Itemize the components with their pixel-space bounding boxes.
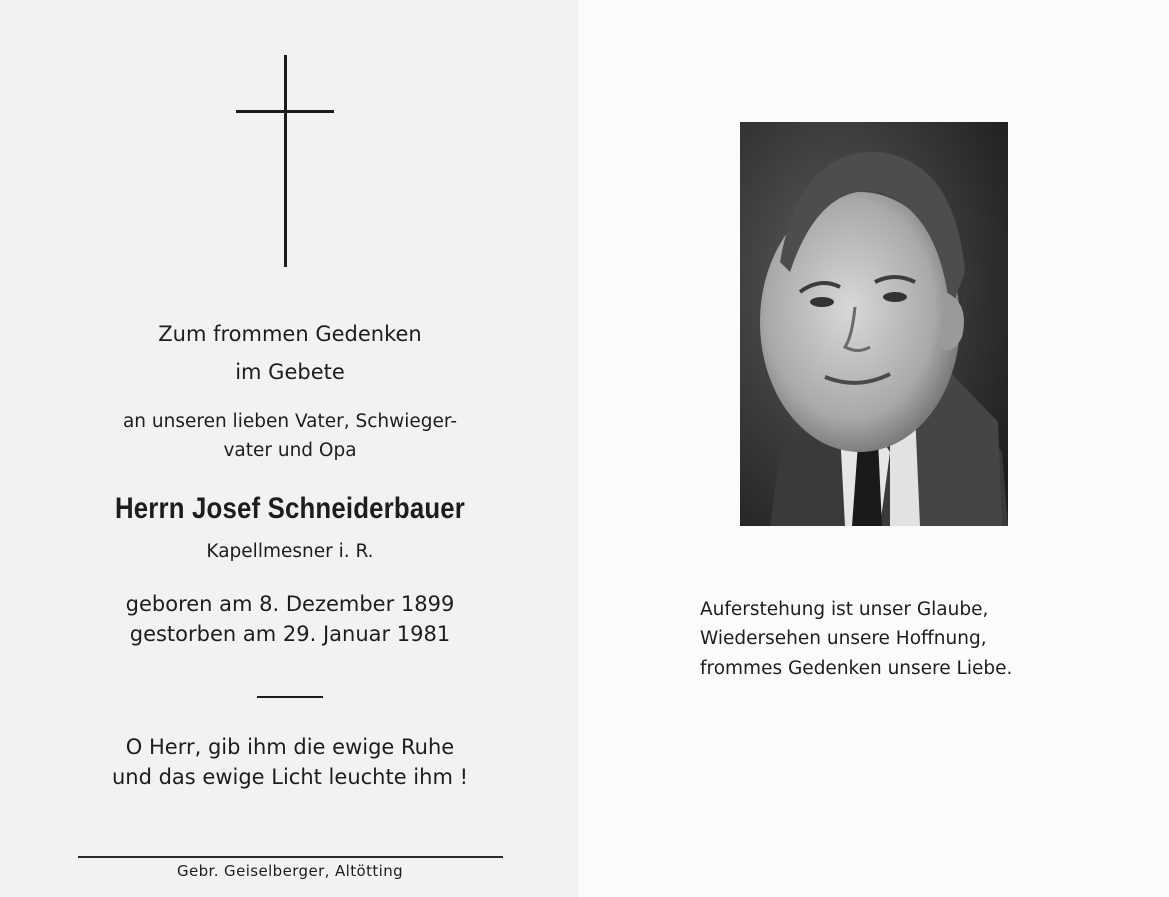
quote-line-3: frommes Gedenken unsere Liebe.	[700, 658, 1013, 679]
portrait-image	[740, 122, 1008, 526]
deceased-name: Herrn Josef Schneiderbauer	[114, 492, 466, 525]
divider-short	[257, 696, 323, 698]
cross-icon-bar	[236, 110, 334, 113]
quote-line-2: Wiedersehen unsere Hoffnung,	[700, 628, 987, 649]
quote-line-1: Auferstehung ist unser Glaube,	[700, 599, 989, 620]
cross-icon	[284, 55, 287, 267]
printer-credit: Gebr. Geiselberger, Altötting	[176, 862, 404, 880]
left-page	[0, 0, 578, 897]
deceased-title: Kapellmesner i. R.	[206, 541, 374, 562]
divider-long	[78, 856, 503, 858]
prayer-line-1: O Herr, gib ihm die ewige Ruhe	[125, 735, 455, 759]
birth-date: geboren am 8. Dezember 1899	[125, 592, 455, 616]
heading-line-1: Zum frommen Gedenken	[158, 322, 422, 346]
portrait-photo	[740, 122, 1008, 526]
heading-line-2: im Gebete	[235, 360, 345, 384]
prayer-line-2: und das ewige Licht leuchte ihm !	[111, 765, 469, 789]
dedication-line-1: an unseren lieben Vater, Schwieger-	[122, 411, 458, 432]
dedication-line-2: vater und Opa	[223, 440, 357, 461]
death-date: gestorben am 29. Januar 1981	[129, 622, 451, 646]
